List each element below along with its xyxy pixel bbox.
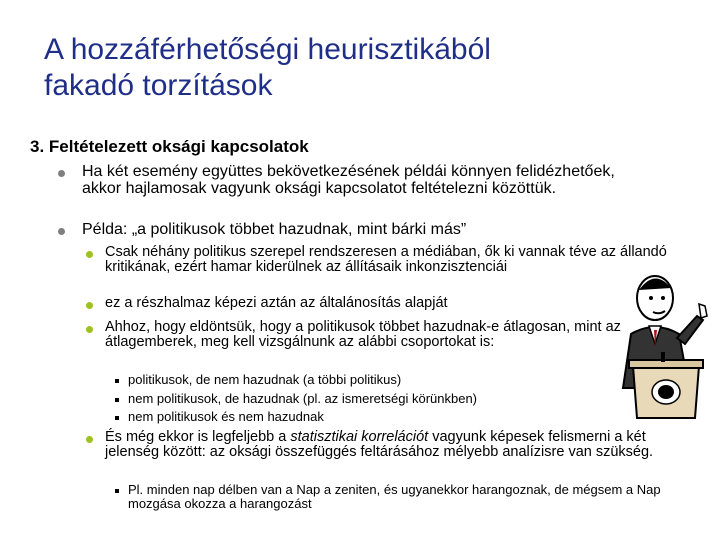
list-item: Ha két esemény együttes bekövetkezésének példái könnyen felidézhetőek, akkor hajlamosak vagyunk oksági kapcsolatot feltételezni közöttük. xyxy=(82,163,615,197)
bullet-icon xyxy=(86,326,93,333)
bullet-icon xyxy=(86,436,93,443)
emphasis-text: statisztikai korrelációt xyxy=(290,429,429,445)
bullet-icon xyxy=(115,379,119,383)
bullet-icon xyxy=(58,228,65,235)
list-item: Csak néhány politikus szerepel rendszeresen a médiában, ők ki vannak téve az állandó kritikának, ezért hamar kiderülnek az állításaik inkonzisztenciái xyxy=(105,244,667,275)
list-item: Pl. minden nap délben van a Nap a zeniten, és ugyanekkor harangoznak, de mégsem a Nap mozgása okozza a harangozást xyxy=(128,482,661,511)
bullet-icon xyxy=(86,251,93,258)
text-segment: vagyunk képesek felismerni a két jelenség között: az oksági összefüggés feltárásához mélyebb analízisre van szükség. xyxy=(105,429,654,460)
list-item: Példa: „a politikusok többet hazudnak, mint bárki más” xyxy=(82,221,467,238)
title-line-2: fakadó torzítások xyxy=(44,69,273,102)
bullet-icon xyxy=(115,398,119,402)
bullet-icon xyxy=(58,170,65,177)
list-item: Ahhoz, hogy eldöntsük, hogy a politikusok többet hazudnak-e átlagosan, mint az átlagemberek, meg kell vizsgálnunk az alábbi csoportokat is: xyxy=(105,319,621,350)
bullet-icon xyxy=(115,489,119,493)
section-heading: 3. Feltételezett oksági kapcsolatok xyxy=(30,137,309,156)
text-segment: És még ekkor is legfeljebb a xyxy=(105,429,291,445)
list-item: nem politikusok és nem hazudnak xyxy=(128,409,324,424)
list-item xyxy=(105,430,665,460)
bullet-icon xyxy=(86,302,93,309)
list-item: ez a részhalmaz képezi aztán az általánosítás alapját xyxy=(105,295,448,311)
list-item: politikusok, de nem hazudnak (a többi politikus) xyxy=(128,372,402,387)
list-item: nem politikusok, de hazudnak (pl. az ismeretségi körünkben) xyxy=(128,391,478,406)
slide-title xyxy=(44,32,664,104)
bullet-icon xyxy=(115,416,119,420)
title-line-1: A hozzáférhetőségi heurisztikából xyxy=(44,33,491,66)
politician-at-podium-illustration xyxy=(615,268,715,428)
